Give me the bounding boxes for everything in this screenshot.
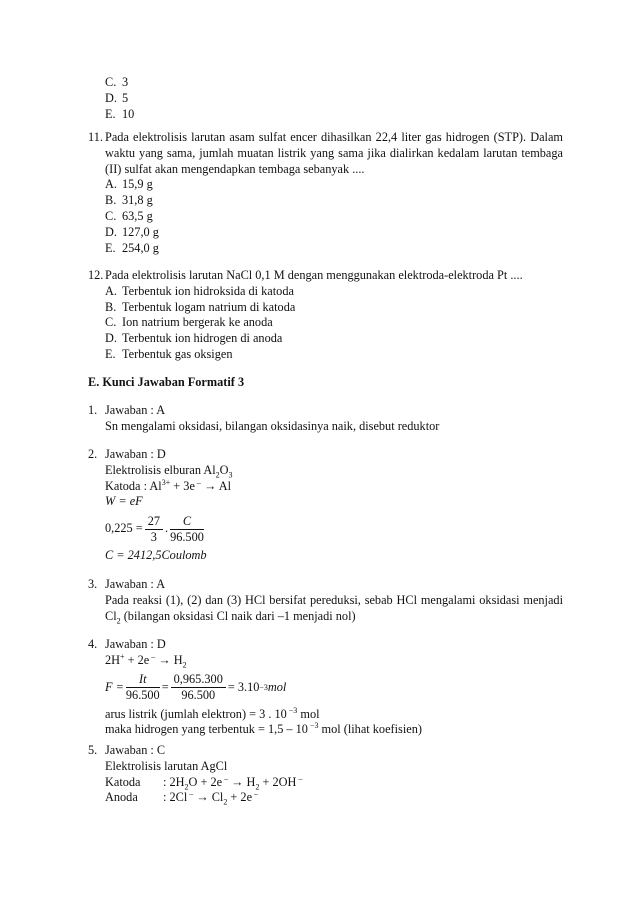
subscript: 2: [116, 616, 121, 626]
answer-heading: Jawaban : D: [105, 447, 166, 461]
superscript: +: [120, 651, 125, 661]
text: → H: [155, 652, 183, 667]
denominator: 96.500: [170, 529, 204, 544]
option-letter: E.: [105, 346, 116, 361]
equation-left: 0,225 =: [105, 521, 143, 536]
option-text: Terbentuk logam natrium di katoda: [122, 299, 296, 314]
subscript: 2: [184, 782, 189, 792]
text: arus listrik (jumlah elektron) = 3 . 10: [105, 706, 287, 721]
answer-line: Elektrolisis larutan AgCl: [105, 758, 228, 773]
numerator: It: [126, 672, 160, 688]
fraction: [170, 514, 204, 545]
option-text: 5: [122, 90, 129, 105]
superscript: –: [149, 651, 156, 661]
subscript: 2: [223, 797, 228, 807]
superscript: 3+: [161, 477, 171, 487]
option-text: Terbentuk ion hidroksida di katoda: [122, 283, 294, 298]
numerator: 0,965.300: [171, 672, 226, 688]
section-title: E. Kunci Jawaban Formatif 3: [88, 375, 245, 389]
text: mol: [297, 706, 320, 721]
answer-text: Sn mengalami oksidasi, bilangan oksidasinya naik, disebut reduktor: [105, 418, 440, 433]
answer-line: [88, 707, 563, 723]
answer-number: 4.: [88, 637, 98, 651]
question-text: Pada elektrolisis larutan asam sulfat encer dihasilkan 22,4 liter gas hidrogen (STP). Dalam waktu yang sama, jumlah muatan listrik yang sama jika dialirkan kedalam larutan tembaga (II) sulfat akan mengendapkan tembaga sebanyak ....: [105, 130, 563, 176]
answer-5: [88, 743, 563, 806]
text: + 2e: [124, 652, 150, 667]
answer-text: [88, 593, 563, 625]
option-text: Terbentuk gas oksigen: [122, 346, 233, 361]
text: 2H: [105, 652, 121, 667]
option-letter: E.: [105, 106, 116, 121]
answer-line: [88, 722, 563, 738]
numerator: 27: [145, 514, 163, 530]
question-number: 11.: [88, 130, 103, 144]
text: Pada reaksi (1), (2) dan (3) HCl bersifat pereduksi, sebab HCl mengalami oksidasi menjadi Cl: [105, 592, 563, 623]
text: O: [219, 462, 229, 477]
denominator: 3: [150, 529, 157, 544]
text: mol (lihat koefisien): [318, 722, 422, 737]
option-text: Ion natrium bergerak ke anoda: [122, 315, 273, 330]
answer-heading: Jawaban : C: [105, 743, 166, 757]
answer-number: 1.: [88, 403, 98, 417]
previous-question-options: [88, 75, 563, 122]
option-text: 127,0 g: [122, 224, 159, 239]
superscript: –: [194, 477, 201, 487]
option-text: 15,9 g: [122, 177, 153, 192]
answer-heading: Jawaban : D: [105, 637, 166, 651]
text: → Cl: [193, 790, 224, 805]
option-letter: D.: [105, 90, 117, 105]
text: → H: [228, 774, 256, 789]
equation-fraction-line: F = $\frac{It}{96.500}$ = $\frac{0,965.300}{96.500}$ = 3.10 −3 mol: [105, 672, 287, 703]
question-number: 12.: [88, 268, 104, 282]
option-text: 254,0 g: [122, 240, 159, 255]
text: + 3e: [170, 478, 195, 493]
text: maka hidrogen yang terbentuk = 1,5 – 10: [105, 722, 308, 737]
equation-left: F =: [105, 679, 124, 694]
option-letter: E.: [105, 240, 116, 255]
denominator: 96.500: [181, 688, 216, 703]
subscript: 2: [215, 470, 220, 480]
subscript: 3: [228, 470, 233, 480]
anode-reaction: [88, 790, 563, 806]
answer-number: 2.: [88, 447, 98, 461]
superscript: −3: [286, 705, 298, 715]
option-text: 3: [122, 75, 129, 89]
subscript: 2: [255, 782, 260, 792]
fraction: [145, 514, 163, 545]
option-letter: D.: [105, 331, 117, 346]
equation-fraction-line: [88, 510, 563, 548]
equation-line: [88, 548, 563, 564]
answer-line: [88, 463, 563, 479]
option-text: 31,8 g: [122, 193, 153, 208]
operator: =: [161, 679, 169, 694]
unit: mol: [267, 679, 287, 694]
option-letter: C.: [105, 208, 117, 223]
operator: .: [164, 521, 169, 536]
superscript: −3: [307, 721, 319, 731]
answer-heading: Jawaban : A: [105, 403, 166, 417]
question-text: Pada elektrolisis larutan NaCl 0,1 M dengan menggunakan elektroda-elektroda Pt ....: [105, 268, 523, 282]
text: : 2H: [163, 774, 185, 789]
superscript: –: [187, 789, 194, 799]
reaction-line: [88, 653, 563, 669]
answer-3: [88, 577, 563, 624]
answer-2: [88, 447, 563, 564]
text: C = 2412,5: [105, 548, 162, 563]
option-letter: C.: [105, 315, 117, 330]
question-11: [88, 130, 563, 256]
answer-number: 5.: [88, 743, 98, 757]
answer-line: [88, 479, 563, 495]
answer-number: 3.: [88, 577, 98, 591]
question-12: [88, 268, 563, 363]
option-letter: A.: [105, 283, 117, 298]
option-letter: B.: [105, 299, 117, 314]
fraction: [171, 672, 226, 703]
equation-line: W = eF: [105, 494, 143, 509]
fraction: [126, 672, 160, 703]
answer-4: [88, 637, 563, 738]
text: Katoda : Al: [105, 478, 162, 493]
subscript: 2: [182, 660, 187, 670]
cathode-reaction: [88, 775, 563, 791]
answer-1: [88, 403, 563, 435]
option-letter: A.: [105, 177, 117, 192]
result: = 3.10: [227, 679, 260, 694]
option-text: 63,5 g: [122, 208, 153, 223]
numerator: C: [170, 514, 204, 530]
option-text: 10: [122, 106, 135, 121]
superscript: –: [222, 773, 229, 783]
option-letter: D.: [105, 224, 117, 239]
text: (bilangan oksidasi Cl naik dari –1 menjadi nol): [120, 608, 356, 623]
text: + 2OH: [259, 774, 297, 789]
label: Anoda: [105, 790, 138, 805]
option-letter: C.: [105, 75, 117, 89]
label: Katoda: [105, 774, 141, 789]
text: + 2e: [227, 790, 253, 805]
text: → Al: [200, 478, 231, 493]
answer-heading: Jawaban : A: [105, 577, 166, 591]
unit: Coulomb: [161, 548, 207, 563]
text: O + 2e: [188, 774, 223, 789]
denominator: 96.500: [125, 688, 160, 703]
superscript: –: [252, 789, 259, 799]
option-text: Terbentuk ion hidrogen di anoda: [122, 331, 283, 346]
text: Elektrolisis elburan Al: [105, 462, 216, 477]
superscript: –: [296, 773, 303, 783]
text: : 2Cl: [163, 790, 188, 805]
option-letter: B.: [105, 193, 117, 208]
